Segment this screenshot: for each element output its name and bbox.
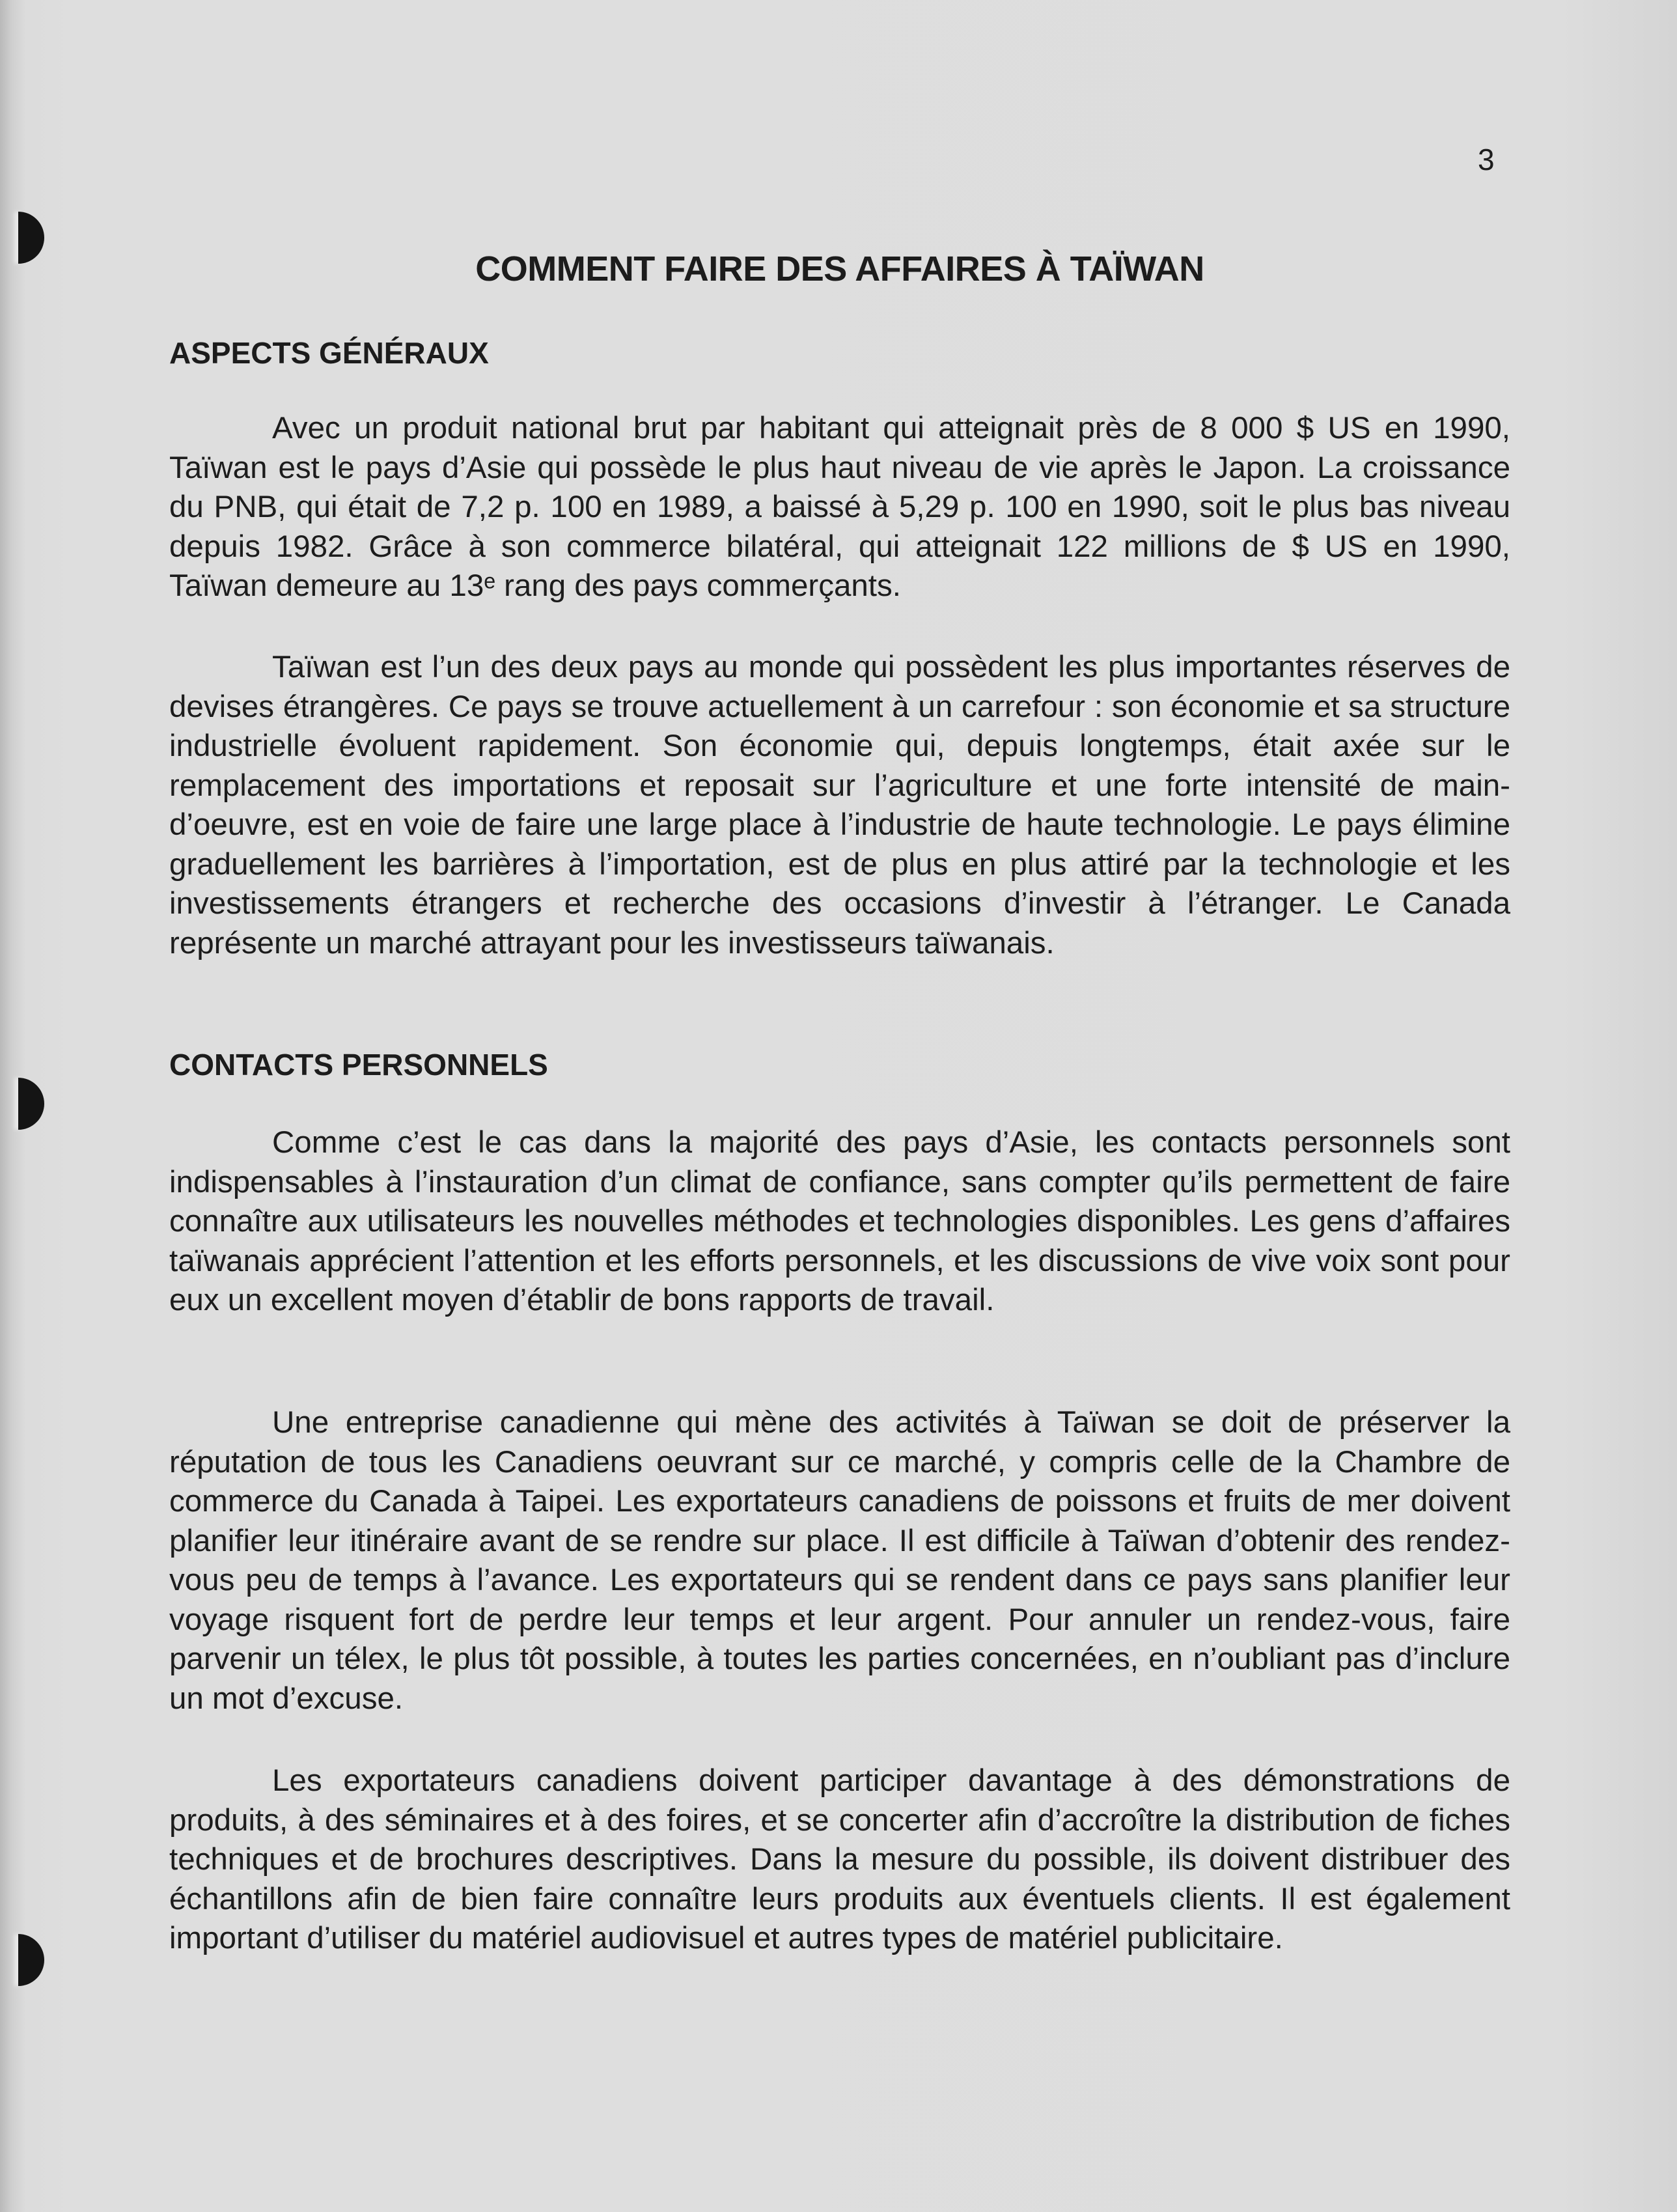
document-title: COMMENT FAIRE DES AFFAIRES À TAÏWAN <box>475 249 1204 288</box>
binder-hole-middle <box>18 1078 44 1130</box>
page-number: 3 <box>1478 143 1495 176</box>
binder-hole-top <box>18 212 44 264</box>
section-heading-contacts-personnels: CONTACTS PERSONNELS <box>169 1048 548 1082</box>
section-heading-aspects-generaux: ASPECTS GÉNÉRAUX <box>169 336 489 370</box>
paragraph-gnp: Avec un produit national brut par habitant qui atteignait près de 8 000 $ US en 1990, Taïwan est le pays d’Asie qui possède le plus haut niveau de vie après le Japon. La croissance du PNB, qui était de 7,2 p. 100 en 1989, a baissé à 5,29 p. 100 en 1990, soit le plus bas niveau depuis 1982. Grâce à son commerce bilatéral, qui atteignait 122 millions de $ US en 1990, Taïwan demeure au 13ᵉ rang des pays commerçants. <box>169 411 1510 603</box>
binder-hole-bottom <box>18 1934 44 1986</box>
paragraph-foreign-reserves: Taïwan est l’un des deux pays au monde qui possèdent les plus importantes réserves de devises étrangères. Ce pays se trouve actuellement à un carrefour : son économie et sa structure industrielle évoluent rapidement. Son économie qui, depuis longtemps, était axée sur le remplacement des importations et reposait sur l’agriculture et une forte intensité de main-d’oeuvre, est en voie de faire une large place à l’industrie de haute technologie. Le pays élimine graduellement les barrières à l’importation, est de plus en plus attiré par la technologie et les investissements étrangers et recherche des occasions d’investir à l’étranger. Le Canada représente un marché attrayant pour les investisseurs taïwanais. <box>169 650 1510 960</box>
paragraph-personal-contacts: Comme c’est le cas dans la majorité des pays d’Asie, les contacts personnels sont indispensables à l’instauration d’un climat de confiance, sans compter qu’ils permettent de faire connaître aux utilisateurs les nouvelles méthodes et technologies disponibles. Les gens d’affaires taïwanais apprécient l’attention et les efforts personnels, et les discussions de vive voix sont pour eux un excellent moyen d’établir de bons rapports de travail. <box>169 1125 1510 1317</box>
paragraph-canadian-reputation: Une entreprise canadienne qui mène des activités à Taïwan se doit de préserver la réputation de tous les Canadiens oeuvrant sur ce marché, y compris celle de la Chambre de commerce du Canada à Taipei. Les exportateurs canadiens de poissons et fruits de mer doivent planifier leur itinéraire avant de se rendre sur place. Il est difficile à Taïwan d’obtenir des rendez-vous peu de temps à l’avance. Les exportateurs qui se rendent dans ce pays sans planifier leur voyage risquent fort de perdre leur temps et leur argent. Pour annuler un rendez-vous, faire parvenir un télex, le plus tôt possible, à toutes les parties concernées, en n’oubliant pas d’inclure un mot d’excuse. <box>169 1405 1510 1716</box>
paragraph-demonstrations: Les exportateurs canadiens doivent participer davantage à des démonstrations de produits, à des séminaires et à des foires, et se concerter afin d’accroître la distribution de fiches techniques et de brochures descriptives. Dans la mesure du possible, ils doivent distribuer des échantillons afin de bien faire connaître leurs produits aux éventuels clients. Il est également important d’utiliser du matériel audiovisuel et autres types de matériel publicitaire. <box>169 1763 1510 1955</box>
